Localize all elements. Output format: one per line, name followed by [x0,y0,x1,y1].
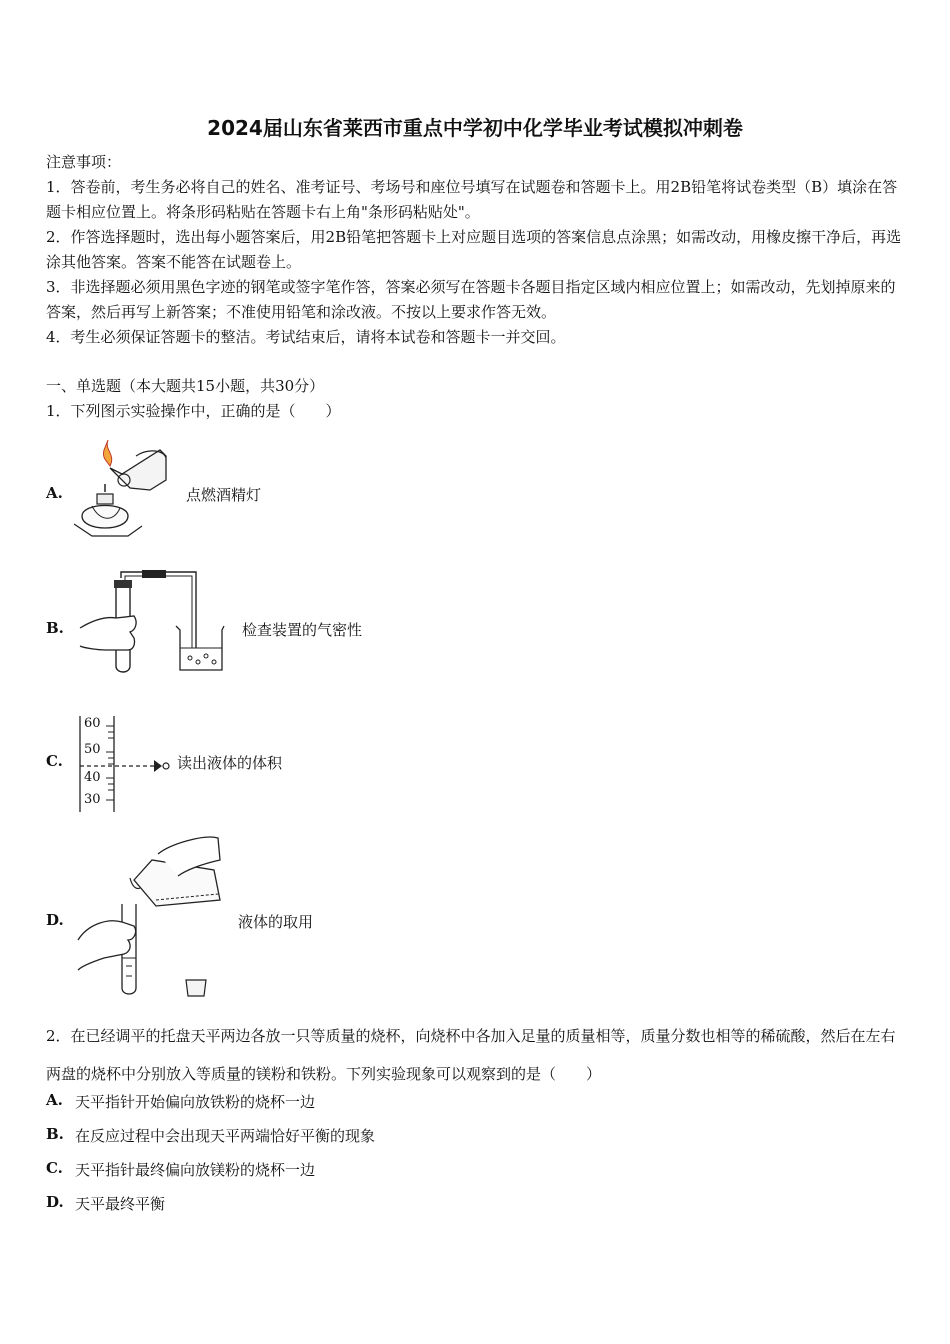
alcohol-lamp-lighting-figure [70,436,175,541]
q1-option-c-label: C. [46,752,63,770]
cylinder-tick-50: 50 [84,742,101,757]
cylinder-tick-30: 30 [84,792,101,807]
page-title: 2024届山东省莱西市重点中学初中化学毕业考试模拟冲刺卷 [207,116,743,140]
q2-option-a-text: 天平指针开始偏向放铁粉的烧杯一边 [75,1093,316,1111]
q2-option-d-text: 天平最终平衡 [75,1195,166,1213]
q1-stem: 1．下列图示实验操作中，正确的是（ ） [46,402,341,420]
notice-item-1: 1．答卷前，考生务必将自己的姓名、准考证号、考场号和座位号填写在试题卷和答题卡上。用2B铅笔将试卷类型（B）填涂在答题卡相应位置上。将条形码粘贴在答题卡右上角"条形码粘贴处"。 [46,178,898,221]
q2-option-d-label: D. [46,1193,64,1211]
q2-option-c-text: 天平指针最终偏向放镁粉的烧杯一边 [75,1161,316,1179]
q1-option-b-label: B. [46,619,64,637]
section-heading: 一、单选题（本大题共15小题，共30分） [46,377,325,395]
liquid-pouring-figure [74,830,224,1000]
notice-item-3: 3．非选择题必须用黑色字迹的钢笔或签字笔作答，答案必须写在答题卡各题目指定区域内相应位置上；如需改动，先划掉原来的答案，然后再写上新答案；不准使用铅笔和涂改液。不按以上要求作答无效。 [46,278,896,321]
notice-item-2: 2．作答选择题时，选出每小题答案后，用2B铅笔把答题卡上对应题目选项的答案信息点涂黑；如需改动，用橡皮擦干净后，再选涂其他答案。答案不能答在试题卷上。 [46,228,902,271]
q2-option-a-label: A. [46,1091,63,1109]
q1-option-d-label: D. [46,911,64,929]
notice-item-4: 4．考生必须保证答题卡的整洁。考试结束后，请将本试卷和答题卡一并交回。 [46,328,566,346]
q1-option-d-text: 液体的取用 [238,913,314,931]
q1-option-c-text: 读出液体的体积 [177,754,283,772]
airtightness-check-figure [76,568,226,676]
q2-option-b-label: B. [46,1125,64,1143]
q2-option-c-label: C. [46,1159,63,1177]
q2-option-b-text: 在反应过程中会出现天平两端恰好平衡的现象 [75,1127,376,1145]
notice-heading: 注意事项： [46,153,122,171]
cylinder-tick-40: 40 [84,770,101,785]
q1-option-a-text: 点燃酒精灯 [186,486,262,504]
cylinder-tick-60: 60 [84,716,101,731]
q2-stem: 2．在已经调平的托盘天平两边各放一只等质量的烧杯，向烧杯中各加入足量的质量相等，质量分数也相等的稀硫酸，然后在左右两盘的烧杯中分别放入等质量的镁粉和铁粉。下列实验现象可以观察到的是（ ） [46,1027,896,1083]
q1-option-b-text: 检查装置的气密性 [242,621,363,639]
q1-option-a-label: A. [46,484,63,502]
